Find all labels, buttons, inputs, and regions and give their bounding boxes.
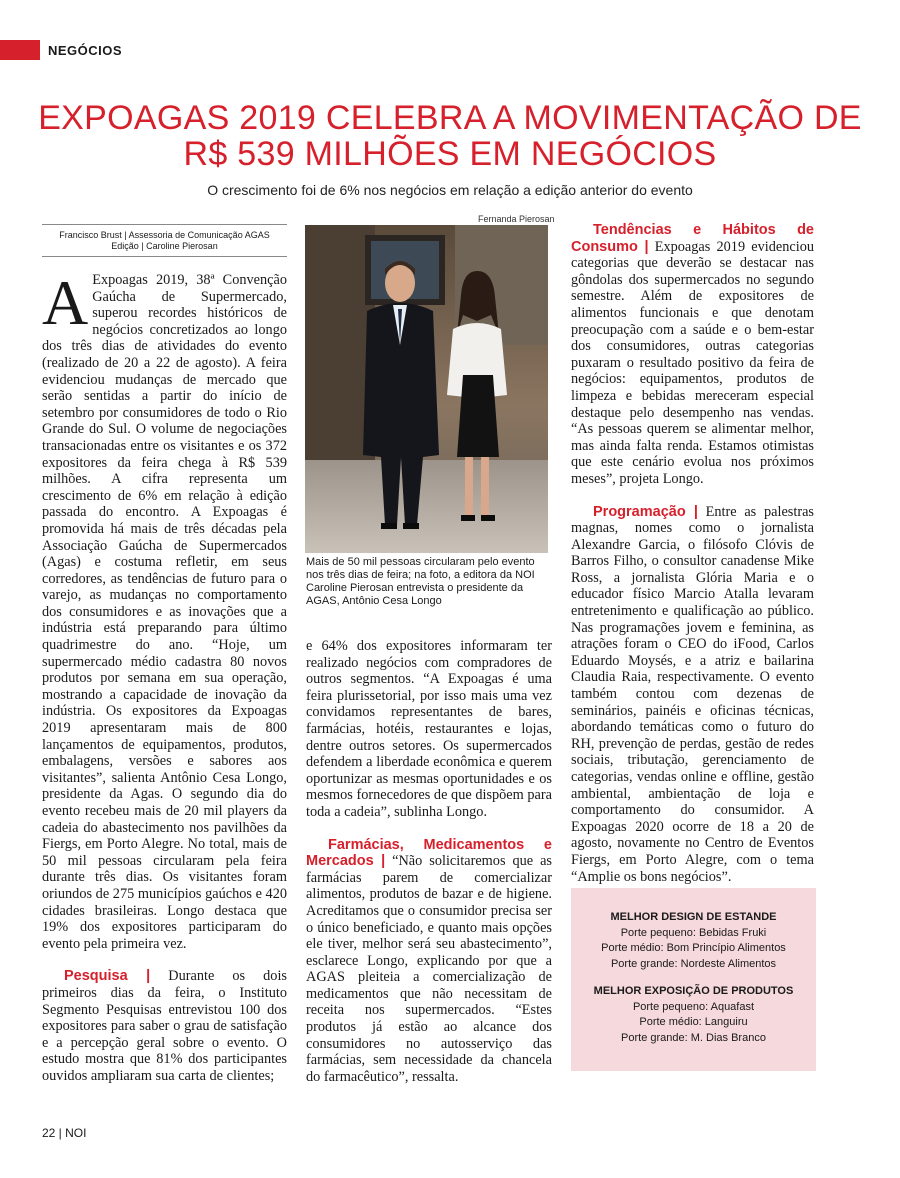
design-award-medium: Porte médio: Bom Princípio Alimentos bbox=[601, 942, 786, 954]
products-award-small: Porte pequeno: Aquafast bbox=[632, 1000, 755, 1013]
article-column-2 bbox=[306, 638, 552, 1085]
intro-text: Expoagas 2019, 38ª Convenção Gaúcha de Supermercado, superou recordes históricos de negócios concretizados ao longo dos três dias de atividades do evento (realizado de 20 a 22 de agosto). A feira evidenciou mudanças de mercado que serão sentidas a partir do início de setembro por consumidores de todo o Rio Grande do Sul. O volume de negociações transacionadas entre os visitantes e os 372 expositores da feira chega à R$ 539 milhões. A cifra representa um crescimento de 6% em relação à edição passada do encontro. A Expoagas é promovida há mais de três décadas pela Associação Gaúcha de Supermercados (Agas) e costuma refletir, em seus corredores, as tendências de futuro para o varejo, as mudanças no comportamento dos consumidores e as inovações que a indústria está preparando para último quadrimestre do ano. “Hoje, um supermercado médio cadastra 80 novos produtos por semana em sua operação, mostrando a capacidade de inovação da indústria. Os expositores da Expoagas 2019 apresentaram mais de 800 lançamentos de equipamentos, produtos, embalagens, versões e sabores aos visitantes”, salienta Antônio Cesa Longo, presidente da Agas. O segundo dia do evento recebeu mais de 20 mil players da cadeia do abastecimento nos pavilhões da Fiergs, em Porto Alegre. No total, mais de 50 mil pessoas circularam pela feira durante três dias. Os visitantes foram oriundos de 275 municípios gaúchos e 420 cidades brasileiras. Longo destaca que 19% dos expositores participaram do evento pela primeira vez. bbox=[42, 272, 287, 952]
credit-author: Francisco Brust | Assessoria de Comunicação AGAS bbox=[59, 230, 270, 240]
author-credits bbox=[42, 224, 287, 257]
credit-editor: Edição | Caroline Pierosan bbox=[111, 241, 218, 251]
research-paragraph bbox=[42, 968, 287, 1084]
photo-caption: Mais de 50 mil pessoas circularam pelo evento nos três dias de feira; na foto, a editora da NOI Caroline Pierosan entrevista o presidente da AGAS, Antônio Cesa Longo bbox=[306, 556, 535, 607]
design-award-title: MELHOR DESIGN DE ESTANDE bbox=[610, 911, 777, 923]
headline: EXPOAGAS 2019 CELEBRA A MOVIMENTAÇÃO DE R$ 539 MILHÕES EM NEGÓCIOS bbox=[38, 99, 862, 173]
photo-illustration bbox=[305, 225, 548, 553]
photo-credit: Fernanda Pierosan bbox=[478, 214, 555, 224]
products-award-title: MELHOR EXPOSIÇÃO DE PRODUTOS bbox=[593, 985, 794, 997]
research-lead-in: Pesquisa | bbox=[64, 968, 151, 985]
section-label: NEGÓCIOS bbox=[48, 43, 123, 58]
products-award-medium: Porte médio: Languiru bbox=[639, 1016, 748, 1028]
trends-text: Expoagas 2019 evidenciou categorias que deverão se destacar nas gôndolas dos supermercados no segundo semestre. Além de expositores de alimentos funcionais e que denotam preocupação com a saúde e o bem-estar dos consumidores, outras categorias puxaram o resultado positivo da feira de negócios: equipamentos, produtos de limpeza e bebidas mereceram especial destaque pelo desempenho nas vendas. “As pessoas querem se alimentar melhor, mas ainda falta renda. Estamos otimistas que este cenário evolua nos próximos meses”, projeta Longo. bbox=[571, 238, 815, 487]
article-column-3 bbox=[571, 222, 814, 885]
pharmacy-text: “Não solicitaremos que as farmácias parem de comercializar alimentos, produtos de bazar e de higiene. Acreditamos que o consumidor precisa ser o único beneficiado, e quanto mais opções ele tiver, melhor será seu abastecimento”, esclarece Longo, explicando por que a AGAS pleiteia a comercialização de medicamentos que não necessitam de receita nos supermercados. “Estes produtos já estão ao alcance dos consumidores no autosserviço das farmácias, sem necessidade da chancela do farmacêutico”, ressalta. bbox=[306, 853, 552, 1085]
section-color-bar bbox=[0, 40, 40, 60]
article-column-1 bbox=[42, 267, 287, 1085]
subtitle: O crescimento foi de 6% nos negócios em relação a edição anterior do evento bbox=[207, 182, 693, 198]
design-award-large: Porte grande: Nordeste Alimentos bbox=[610, 957, 777, 970]
continuation-paragraph: e 64% dos expositores informaram ter realizado negócios com compradores de outros segmentos. “A Expoagas é uma feira plurissetorial, por isso mais uma vez convidamos representantes de bares, farmácias, hotéis, restaurantes e lojas, dentre outros setores. Os supermercados defendem a liberdade econômica e querem oportunizar as mesmas oportunidades e os mesmos fornecedores de que dispõem para toda a cadeia”, sublinha Longo. bbox=[306, 638, 552, 820]
pharmacy-lead-in: Farmácias, Medicamentos e Mercados | bbox=[306, 836, 552, 870]
design-award-small: Porte pequeno: Bebidas Fruki bbox=[620, 926, 767, 939]
program-text: Entre as palestras magnas, nomes como o jornalista Alexandre Garcia, o filósofo Clóvis de Barros Filho, o consultor canadense Mike Ross, a jornalista Glória Maria e o educador físico Marcio Atalla levaram entretenimento e qualificação ao público. Nas programações jovem e feminina, as atrações foram o CEO do iFood, Carlos Eduardo Moysés, e a atriz e bailarina Claudia Raia, respectivamente. O evento também contou com dezenas de seminários, painéis e oficinas técnicas, abordando temáticas como o futuro do RH, prevenção de perdas, gestão de redes sociais, tributação, gerenciamento de categorias, vendas online e offline, gestão ambiental, ambientação de loja e comportamento do consumidor. A Expoagas 2020 ocorre de 18 a 20 de agosto, novamente no Centro de Eventos Fiergs, em Porto Alegre, com o tema “Amplie os bons negócios”. bbox=[571, 503, 814, 885]
awards-box bbox=[571, 888, 816, 1071]
page-folio: 22 | NOI bbox=[42, 1126, 87, 1140]
trends-lead-in: Tendências e Hábitos de Consumo | bbox=[571, 222, 814, 255]
research-text: Durante os dois primeiros dias da feira, o Instituto Segmento Pesquisas entrevistou 100 dos expositores para saber o grau de satisfação e a percepção geral sobre o evento. O estudo mostra que 81% dos participantes ouvidos ampliaram sua carta de clientes; bbox=[42, 968, 287, 1084]
pharmacy-paragraph bbox=[306, 837, 552, 1086]
drop-cap: A bbox=[42, 267, 89, 338]
products-award-large: Porte grande: M. Dias Branco bbox=[621, 1031, 766, 1044]
trends-paragraph bbox=[571, 222, 814, 488]
event-photo bbox=[305, 225, 548, 553]
intro-paragraph bbox=[42, 267, 287, 952]
program-lead-in: Programação | bbox=[593, 503, 698, 520]
program-paragraph bbox=[571, 504, 814, 886]
